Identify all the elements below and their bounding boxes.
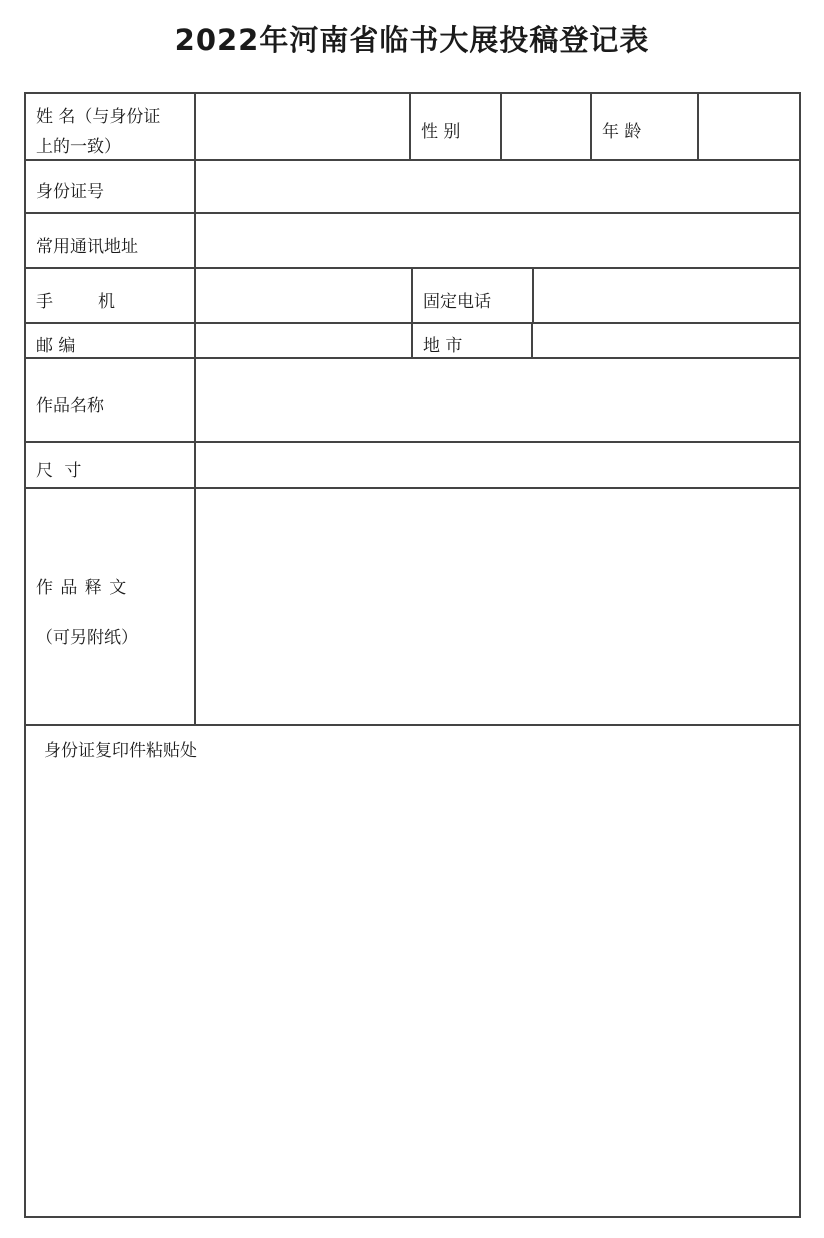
age-label: 年 龄 [602,122,642,142]
postcode-label-cell [24,322,196,359]
landline-label: 固定电话 [423,292,491,312]
name-label-line1: 姓 名（与身份证 [36,107,161,127]
mobile-field[interactable] [194,267,413,324]
name-label-cell [24,92,196,161]
mobile-label: 手 机 [36,292,129,312]
age-field[interactable] [697,92,801,161]
age-label-cell [590,92,699,161]
city-label-cell [411,322,533,359]
city-label: 地 市 [423,336,463,356]
address-label: 常用通讯地址 [36,237,138,257]
size-label: 尺 寸 [36,461,85,481]
transcription-field[interactable] [194,487,801,726]
address-field[interactable] [194,212,801,269]
work-title-label: 作品名称 [36,396,104,416]
postcode-field[interactable] [194,322,413,359]
id-copy-label: 身份证复印件粘贴处 [44,741,197,761]
work-title-label-cell [24,357,196,443]
id-copy-area[interactable] [24,724,801,1218]
mobile-label-cell [24,267,196,324]
work-title-field[interactable] [194,357,801,443]
postcode-label: 邮 编 [36,336,76,356]
transcription-label-line2: （可另附纸） [36,628,138,648]
name-label-line2: 上的一致） [36,137,121,157]
landline-field[interactable] [532,267,801,324]
gender-field[interactable] [500,92,592,161]
id-number-label-cell [24,159,196,214]
gender-label: 性 别 [421,122,461,142]
landline-label-cell [411,267,534,324]
address-label-cell [24,212,196,269]
size-label-cell [24,441,196,489]
gender-label-cell [409,92,502,161]
form-title: 2022年河南省临书大展投稿登记表 [174,23,650,57]
transcription-label-line1: 作 品 释 文 [36,578,128,598]
id-number-label: 身份证号 [36,182,104,202]
transcription-label-cell [24,487,196,726]
name-field[interactable] [194,92,411,161]
size-field[interactable] [194,441,801,489]
city-field[interactable] [531,322,801,359]
id-number-field[interactable] [194,159,801,214]
